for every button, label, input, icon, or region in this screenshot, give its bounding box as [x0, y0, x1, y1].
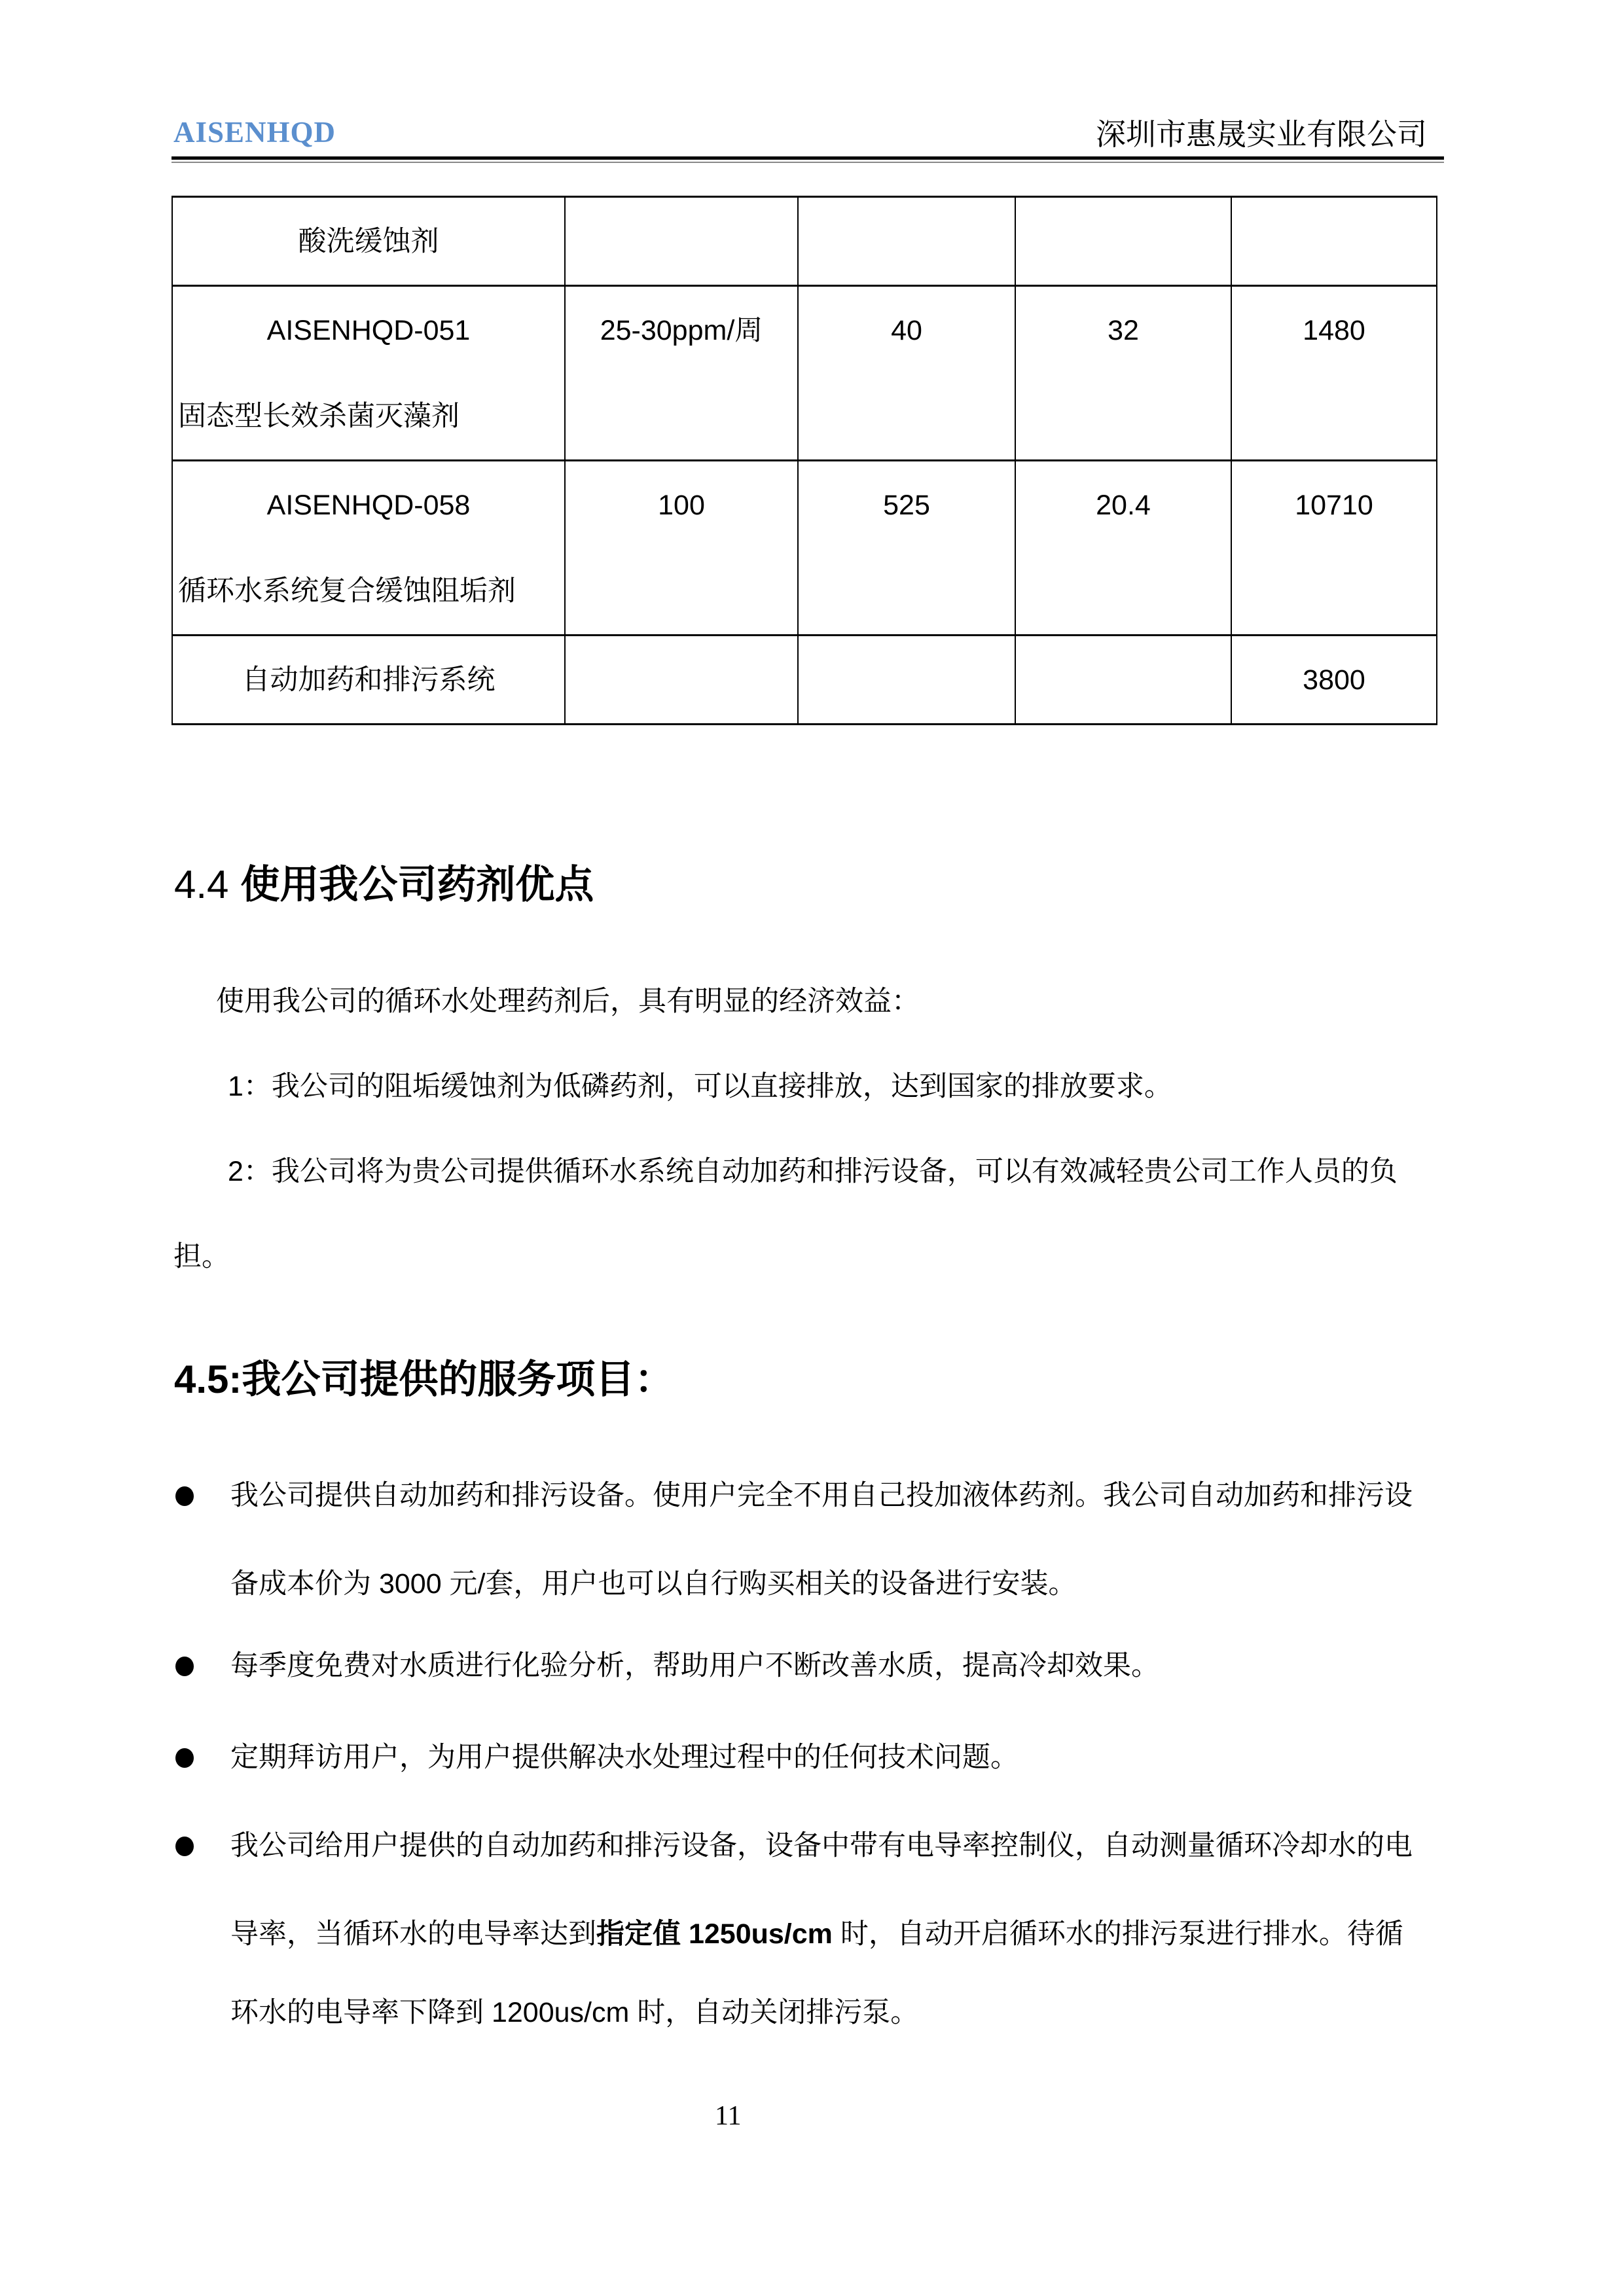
- product-description: 固态型长效杀菌灭藻剂: [178, 401, 460, 432]
- header-brand-logo: AISENHQD: [173, 116, 336, 149]
- text-segment: 时，自动开启循环水的排污泵进行排水。待循: [832, 1918, 1403, 1950]
- header-company-name: 深圳市惠晟实业有限公司: [1096, 118, 1427, 151]
- page-number: 11: [715, 2101, 742, 2131]
- section-number: 4.4: [174, 863, 229, 906]
- text-segment: 导率，当循环水的电导率达到: [230, 1918, 596, 1950]
- cell-text: 3800: [1303, 664, 1365, 696]
- table-row: [172, 461, 1437, 636]
- bullet-item-1-line-2: 备成本价为 3000 元/套，用户也可以自行购买相关的设备进行安装。: [230, 1568, 1077, 1600]
- paragraph-point-2-line-1: 2：我公司将为贵公司提供循环水系统自动加药和排污设备，可以有效减轻贵公司工作人员的负: [228, 1156, 1398, 1187]
- cell-product-name: [172, 636, 565, 725]
- table-row: [172, 286, 1437, 461]
- cell-product-name: [172, 461, 565, 636]
- cell-text: 10710: [1295, 490, 1373, 521]
- bullet-item-4-line-1: 我公司给用户提供的自动加药和排污设备，设备中带有电导率控制仪，自动测量循环冷却水的电: [230, 1830, 1413, 1861]
- cell-dosage: [565, 461, 798, 636]
- cell-price: [1231, 286, 1437, 461]
- bullet-item-4-line-2: [230, 1890, 1403, 1978]
- cell-value: [1015, 197, 1231, 286]
- table-row: [172, 197, 1437, 286]
- cell-text: 自动加药和排污系统: [242, 664, 496, 696]
- bullet-icon: [175, 1748, 194, 1768]
- cell-value: [1015, 461, 1231, 636]
- cell-text: 1480: [1303, 315, 1365, 346]
- cell-product-name: [172, 286, 565, 461]
- cell-value: [1015, 636, 1231, 725]
- cell-dosage: [565, 286, 798, 461]
- bullet-item-4-line-3: 环水的电导率下降到 1200us/cm 时，自动关闭排污泵。: [230, 1997, 919, 2028]
- cell-value: [1015, 286, 1231, 461]
- cell-text: 32: [1108, 315, 1139, 346]
- bullet-icon: [175, 1837, 194, 1856]
- table-row: [172, 636, 1437, 725]
- cell-value: [798, 461, 1015, 636]
- cell-price: [1231, 636, 1437, 725]
- cell-text: 酸洗缓蚀剂: [298, 226, 439, 257]
- product-code: AISENHQD-051: [266, 315, 471, 346]
- section-heading-4-5: 4.5:我公司提供的服务项目：: [174, 1357, 674, 1401]
- cell-text: 100: [658, 490, 705, 521]
- cell-value: [798, 286, 1015, 461]
- cell-price: [1231, 461, 1437, 636]
- header-rule-thin-line: [171, 162, 1444, 163]
- cell-dosage: [565, 636, 798, 725]
- highlighted-setpoint-value: 指定值 1250us/cm: [596, 1918, 833, 1950]
- header-rule: [171, 156, 1444, 163]
- cell-value: [798, 636, 1015, 725]
- cell-text: 525: [883, 490, 930, 521]
- chemical-pricing-table: [171, 196, 1437, 725]
- cell-product-name: [172, 197, 565, 286]
- header-rule-thick-line: [171, 156, 1444, 160]
- cell-text: 20.4: [1096, 490, 1151, 521]
- bullet-item-3: 定期拜访用户，为用户提供解决水处理过程中的任何技术问题。: [230, 1742, 1019, 1773]
- cell-text: 25-30ppm/周: [600, 315, 763, 346]
- cell-price: [1231, 197, 1437, 286]
- section-heading-4-4: [174, 855, 594, 914]
- cell-dosage: [565, 197, 798, 286]
- section-title: 使用我公司药剂优点: [240, 863, 594, 906]
- cell-text: 40: [891, 315, 922, 346]
- bullet-item-1-line-1: 我公司提供自动加药和排污设备。使用户完全不用自己投加液体药剂。我公司自动加药和排污设: [230, 1480, 1413, 1511]
- bullet-item-2: 每季度免费对水质进行化验分析，帮助用户不断改善水质，提高冷却效果。: [230, 1650, 1159, 1681]
- product-description: 循环水系统复合缓蚀阻垢剂: [178, 575, 516, 607]
- bullet-icon: [175, 1657, 194, 1676]
- paragraph-point-1: 1：我公司的阻垢缓蚀剂为低磷药剂，可以直接排放，达到国家的排放要求。: [228, 1071, 1172, 1102]
- paragraph-point-2-line-2: 担。: [173, 1241, 230, 1272]
- product-code: AISENHQD-058: [266, 490, 471, 521]
- paragraph-intro: 使用我公司的循环水处理药剂后，具有明显的经济效益：: [216, 986, 920, 1017]
- bullet-icon: [175, 1486, 194, 1506]
- cell-value: [798, 197, 1015, 286]
